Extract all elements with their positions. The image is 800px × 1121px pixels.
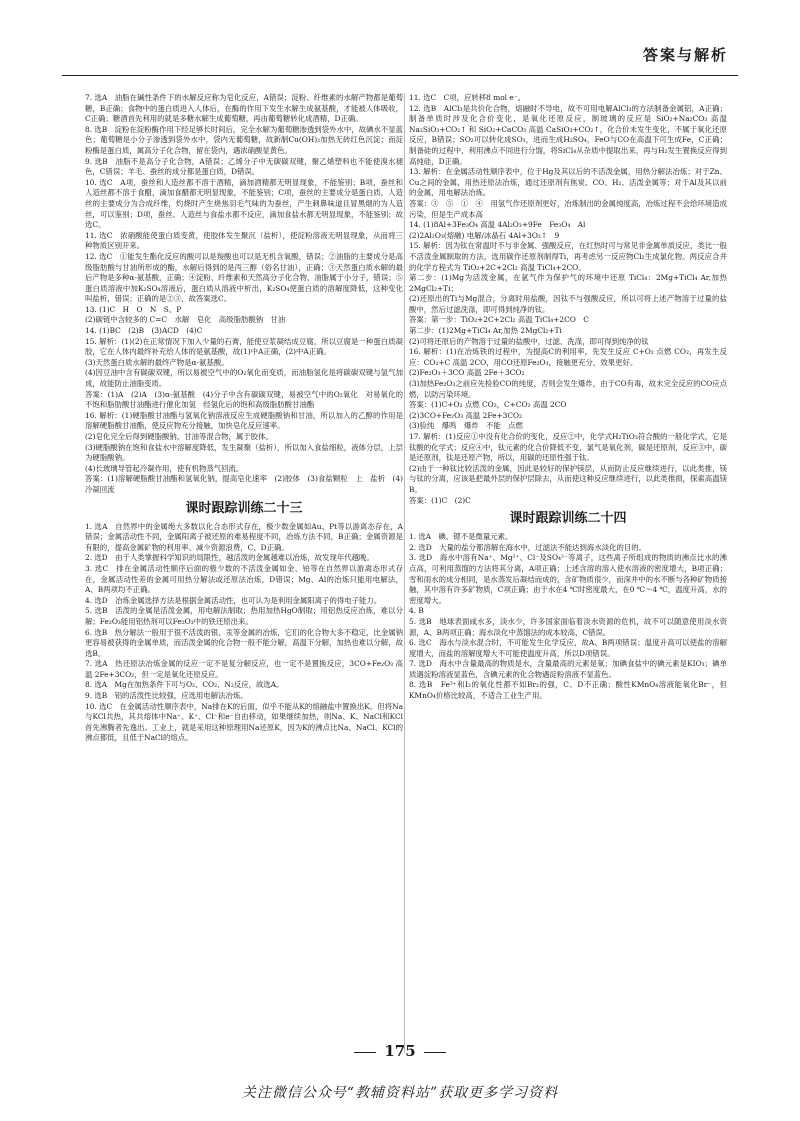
answer-paragraph: 8. 选B 淀粉在淀粉酶作用下经足够长时间后，完全水解为葡萄糖渗透到袋外水中，故碘水不显蓝色；葡萄糖是小分子渗透到袋外水中，袋内无葡萄糖，故新制Cu(OH)₂加热无砖红色沉淀；而淀粉酶是蛋白质，属高分子化合物，留在袋内，遇浓硝酸显黄色。 — [85, 124, 403, 155]
answer-paragraph: 5. 选B 活泼的金属是活泼金属，用电解法制取；热用加热HgO制取；用铝热反应冶炼，难以分解；Fe₂O₃能用铝热剂可以Fe₂O₃中的铁还原出来。 — [85, 606, 403, 626]
answer-paragraph: 答案：(1)C+O₂ 点燃 CO₂，C+CO₂ 高温 2CO — [409, 400, 567, 410]
answer-paragraph: 17. 解析：(1)反应①中没有化合价的变化，反应②中，化学式H₂TiO₃符合酸的一般化学式，它是钛酸的化学式；反应④中，钛元素的化合价降低不变，氯气是氧化剂，碳是还原剂，反应③中，碳是还原剂，钛是还原产物，所以，用碳的还原性强于钛。 — [409, 432, 727, 463]
answer-paragraph: (3)加热Fe₂O₃之前应先检验CO的纯度，否则会发生爆炸，由于CO有毒，故未完全反应的CO应点燃，以防污染环境。 — [409, 379, 727, 399]
right-column — [409, 93, 727, 1063]
answer-paragraph: 3. 选C 排在金属活动性顺序后面的极少数的不活泼金属如金、铂等在自然界以游离态形式存在，金属活动性差的金属可用热分解法或还原法冶炼，D错误；Mg、Al的冶炼只能用电解法，A、B两项均不正确。 — [85, 563, 403, 595]
answer-paragraph: 答案：第一步：TiO₂+2C+2Cl₂ 高温 TiCl₄+2CO C — [409, 315, 589, 325]
answer-paragraph: 16. 解析：(1)在冶炼铁的过程中，为提高C的利用率，先发生反应 C+O₂ 点燃 CO₂，再发生反应：CO₂+C 高温 2CO，用CO还原Fe₂O₃，接触更充分，效果更好。 — [409, 347, 727, 367]
answer-paragraph: 11. 选C C项，应转移8 mol e⁻。 — [409, 93, 526, 102]
answer-paragraph: 7. 选D 海水中含量最高的物质是水，含量最高的元素是氧；加碘食盐中的碘元素是KIO₃；碘单质遇淀粉溶液显蓝色，含碘元素的化合物遇淀粉溶液不显蓝色。 — [409, 659, 727, 679]
answer-paragraph: 8. 选A Mg在加热条件下可与O₂、CO₂、N₂反应，故选A。 — [85, 680, 284, 690]
answer-paragraph: (2)2Al₂O₃(熔融) 电解/冰晶石 4Al+3O₂↑ 9 — [409, 230, 560, 240]
answer-paragraph: 16. 解析：(1)硬脂酸甘油酯与氢氧化钠溶液反应生成硬脂酸钠和甘油，所以加入的乙醇的作用是溶解硬脂酸甘油酯，使反应物充分接触，加快皂化反应速率。 — [85, 410, 403, 431]
answer-paragraph: (4)长玻璃导管起冷凝作用，使有机物蒸气回流。 — [85, 463, 244, 473]
left-column — [85, 93, 403, 1063]
answer-paragraph: 15. 解析：因为钛在常温时不与非金属、强酸反应，在红热时可与常见非金属单质反应，类比一般不活泼金属制取的方法，选用碳作还原剂制得Ti，再考虑另一反应物Cl₂生成氯化物。两反应合并的化学方程式为 TiO₂+2C+2Cl₂ 高温 TiCl₄+2CO。 — [409, 241, 727, 272]
answer-paragraph: 答案：(1)溶解硬脂酸甘油酯和氢氧化钠，提高皂化速率 (2)胶体 (3)食盐颗粒 上 盐析 (4)冷凝回流 — [85, 474, 403, 494]
answer-paragraph: 第二步：(1)Mg为活泼金属，在氩气作为保护气的环境中还原 TiCl₄：2Mg+TiCl₄ Ar,加热 2MgCl₂+Ti； — [409, 273, 727, 293]
answer-paragraph: 6. 选B 热分解法一般用于很不活泼的银、汞等金属的冶炼，它们的化合物大多不稳定，比金属钠更容易被获得的金属单质，而活泼金属的化合物一般不能分解，高温下分解，加热也难以分解，故选B。 — [85, 627, 403, 658]
section-title: 课时跟踪训练二十三 — [185, 500, 303, 516]
section-title: 课时跟踪训练二十四 — [509, 511, 627, 527]
answer-paragraph: 9. 选B 铝的活泼性比较强，应选用电解法冶炼。 — [85, 691, 248, 701]
answer-paragraph: 13. (1)C H O N S、P — [85, 304, 182, 314]
answer-paragraph: 11. 选C 浓硝酸能使蛋白质变黄，使胶体发生聚沉（盐析），使淀粉溶液无明显现象，从而将三种物质区别开来。 — [85, 230, 403, 251]
header-title: 答案与解析 — [642, 46, 728, 64]
answer-paragraph: 4. B — [409, 606, 424, 616]
answer-paragraph: (3)天然蛋白质水解的最终产物是α-氨基酸。 — [85, 357, 229, 367]
answer-paragraph: (2)由于一种钛比较活泼的金属，因此是较好的保护镁层，从而防止反应继续进行，以此类推，镁与钛的分离，应该是把最外层的保护层除去，从而使这种反应继续进行，以此类推损，探索高温镁B。 — [409, 463, 727, 494]
answer-paragraph: 1. 选A 自然界中的金属绝大多数以化合态形式存在，极少数金属如Au、Pt等以游离态存在，A错误；金属活动性不同，金属阳离子被还原的难易程度不同，冶炼方法不同，B正确；金属资源是有限的，提高金属矿物的利用率、减少资源浪费，C、D正确。 — [85, 521, 403, 552]
answer-paragraph: 7. 选A 热还原法冶炼金属的反应一定不是复分解反应，也一定不是置换反应，3CO+Fe₂O₃ 高温 2Fe+3CO₂，但一定是氧化还原反应。 — [85, 659, 403, 679]
answer-paragraph: (2)还原出的Ti与Mg混合，分离时用盐酸，因钛不与强酸反应，所以可将上述产物溶于过量的盐酸中，然后过滤洗涤，即可得到纯净的钛。 — [409, 294, 727, 314]
answer-paragraph: 第二步：(1)2Mg+TiCl₄ Ar,加热 2MgCl₂+Ti — [409, 326, 562, 336]
answer-paragraph: 10. 选C 在金属活动性顺序表中，Na排在K的后面，似乎不能从K的熔融盐中置换出K。但将Na与KCl共热，其共熔体中Na⁺、K⁺、Cl⁻和e⁻自由移动，如果继续加热，则Na、K、NaCl和KCl首先沸腾者先逸出。工业上，就是采用这种原理用Na还原K，因为K的沸点比Na、NaCl、KCl的沸点都低，且低于NaCl的熔点。 — [85, 701, 403, 743]
answer-paragraph: 10. 选C A项，蚕丝和人造丝都不溶于酒精，滴加酒精都无明显现象，不能鉴别；B项，蚕丝和人造丝都不溶于食醋，滴加食醋都无明显现象，不能鉴别；C项，蚕丝的主要成分是蛋白质，人造丝的主要成分为合成纤维，灼烧时产生烧焦羽毛气味的为蚕丝，产生刺鼻味道且冒黑烟的为人造丝，可以鉴别；D项，蚕丝、人造丝与食盐水都不反应，滴加食盐水都无明显现象，不能鉴别；故选C。 — [85, 177, 403, 230]
answer-paragraph: 1. 选A 碘、锶不是微量元素。 — [409, 532, 513, 542]
column-divider — [404, 93, 405, 1053]
answer-paragraph: (2)Fe₂O₃＋3CO 高温 2Fe＋3CO₂ — [409, 368, 525, 378]
page-number-dash-right — [424, 1052, 446, 1053]
answer-paragraph: 8. 选B Fe³⁺和I₂的氧化性都不如Br₂的强，C、D不正确；酸性KMnO₄溶液能氧化Br⁻，但KMnO₄价格比较高，不适合工业生产用。 — [409, 680, 727, 701]
answer-paragraph: 5. 选B 地球表面咸水多，淡水少，许多国家面临着淡水资源的危机，故不可以随意使用淡水资源，A、B两项正确；海水淡化中蒸馏法的成本较高，C错误。 — [409, 616, 727, 637]
footer-note: 关注微信公众号“教辅资料站”获取更多学习资料 — [241, 1085, 559, 1101]
answer-paragraph: (2)3CO+Fe₂O₃ 高温 2Fe+3CO₂ — [409, 410, 523, 420]
answer-paragraph: 15. 解析：(1)(2)在正常情况下加入少量的石膏，能使豆浆凝结成豆腐，所以豆腐是一种蛋白质凝胶，它在人体内最终补充给人体的是氨基酸，故(1)中A正确，(2)中A正确。 — [85, 336, 403, 357]
answer-paragraph: 14. (1)BC (2)B (3)ACD (4)C — [85, 326, 203, 336]
answer-paragraph: 4. 选D 冶炼金属选择方法是根据金属活动性，也可认为是利用金属阳离子的得电子能力。 — [85, 595, 382, 605]
answer-paragraph: 3. 选D 海水中溶有Na⁺、Mg²⁺、Cl⁻及SO₄²⁻等离子，这些离子所组成的物质的沸点比水的沸点高，可利用蒸馏的方法将其分离，A项正确；上述含溶的溶入使水溶液的密度增大，B项正确；雪和雨水的成分相同，是水蒸发后凝结而成的，含矿物质很少，而深井中的水不断与各种矿物质接触，其中溶有许多矿物质，C项正确；由于水在4 ℃时密度最大，在0 ℃～4 ℃，温度升高，水的密度增大。 — [409, 553, 727, 605]
answer-paragraph: (3)硬脂酸钠在饱和食盐水中溶解度降低，发生凝聚（盐析），所以加入食盐细粒，液体分层，上层为硬脂酸钠。 — [85, 442, 403, 463]
answer-paragraph: 7. 选A 油脂在碱性条件下的水解反应称为皂化反应，A错误；淀粉、纤维素的水解产物都是葡萄糖，B正确；食物中的蛋白质进入人体后，在酶的作用下发生水解生成氨基酸，才能被人体吸收，C正确；糖酒首先利用的就是多糖水解生成葡萄糖，再由葡萄糖转化成酒精，D正确。 — [85, 93, 403, 124]
header-rule — [62, 75, 738, 76]
answer-paragraph: 12. 选C ①能发生酯化反应的酸可以是羧酸也可以是无机含氧酸，错误；②油脂的主要成分是高级脂肪酸与甘油所形成的酯，水解后得到的是丙三醇（俗名甘油），正确；③天然蛋白质水解的最后产物是多种α-氨基酸，正确；④淀粉、纤维素和天然高分子化合物，油脂属于小分子，错误；⑤蛋白质溶液中加K₂SO₄溶液后，蛋白质从溶液中析出，K₂SO₄使蛋白质的溶解度降低，这种变化叫盐析，错误；正确的是②③，故答案选C。 — [85, 251, 403, 304]
answer-paragraph: 答案：③ ⑤ ① ④ 用氢气作还原剂更好，冶炼制出的金属纯度高，冶炼过程不会给环境造成污染，但是生产成本高 — [409, 198, 727, 219]
answer-paragraph: (2)可将还原后的产物溶于过量的盐酸中，过滤、洗涤，即可得到纯净的钛 — [409, 336, 649, 346]
answer-paragraph: (2)皂化完全后得到硬脂酸钠、甘油等混合物，属于胶体。 — [85, 432, 273, 441]
answer-paragraph: 2. 选D 由于人类掌握科学知识的局限性，越活泼的金属越难以冶炼，故发现年代越晚。 — [85, 553, 374, 563]
answer-paragraph: 答案：(1)C (2)C — [409, 495, 471, 505]
answer-paragraph: 答案：(1)A (2)A (3)α-氨基酸 (4)分子中含有碳碳双键，易被空气中的O₂氧化 对易氧化的不饱和脂肪酸甘油酯进行催化加氢 经氢化后的饱和高级脂肪酸甘油酯 — [85, 389, 403, 410]
answer-paragraph: 6. 选C 海水与淡水混合时，不可能发生化学反应，故A、B两项错误；温度升高可以使盐的溶解度增大，而盐的溶解度增大不可能使温度升高，所以D项错误。 — [409, 638, 727, 658]
page-number-text: 175 — [384, 1042, 416, 1060]
answer-paragraph: (2)碳链中含较多的 C=C 水解 皂化 高级脂肪酸钠 甘油 — [85, 315, 286, 325]
page-number — [0, 1042, 800, 1060]
answer-paragraph: 14. (1)8Al+3Fe₃O₄ 高温 4Al₂O₃+9Fe Fe₃O₄ Al — [409, 220, 586, 230]
answer-paragraph: (4)因豆油中含有碳碳双键，所以易被空气中的O₂氧化而变质，而油脂氢化是将碳碳双键与氢气加成，故能防止油脂变质。 — [85, 368, 403, 389]
answer-paragraph: 9. 选B 油脂不是高分子化合物，A错误；乙烯分子中无碳碳双键，聚乙烯塑料也不能使溴水褪色，C错误；羊毛、蚕丝的成分都是蛋白质，D错误。 — [85, 156, 403, 177]
answer-paragraph: 2. 选D 大量的盐分都溶解在海水中，过滤法不能达到海水淡化的目的。 — [409, 542, 647, 552]
answer-paragraph: 12. 选B AlCl₃是共价化合物，熔融时不导电，故不可用电解AlCl₃的方法制备金属铝，A正确；制备单质时涉及化合价变化，是氧化还原反应，制玻璃的反应是 SiO₂+Na₂CO₃ 高温 Na₂SiO₃+CO₂↑ 和 SiO₂+CaCO₃ 高温 CaSiO₃+CO₂↑，化合价未发生变化，不属于氧化还原反应，B错误；SO₂可以转化成SO₃，进而生成H₂SO₄，FeO与CO在高温下可生成Fe，C正确；制备硅的过程中，利用沸点不同进行分馏，将SiCl₄从杂质中提取出来，再与H₂发生置换反应得到高纯硅，D正确。 — [409, 103, 727, 166]
page-number-dash-left — [354, 1052, 376, 1053]
answer-paragraph: 13. 解析：在金属活动性顺序表中，位于Hg及其以后的不活泼金属，用热分解法冶炼；对于Zn、Cu之间的金属，用热还原法冶炼，通过还原剂有焦炭、CO、H₂、活泼金属等；对于Al及其以前的金属，用电解法冶炼。 — [409, 167, 727, 198]
answer-paragraph: (3)验纯 爆鸣 爆炸 不能 点燃 — [409, 421, 523, 431]
